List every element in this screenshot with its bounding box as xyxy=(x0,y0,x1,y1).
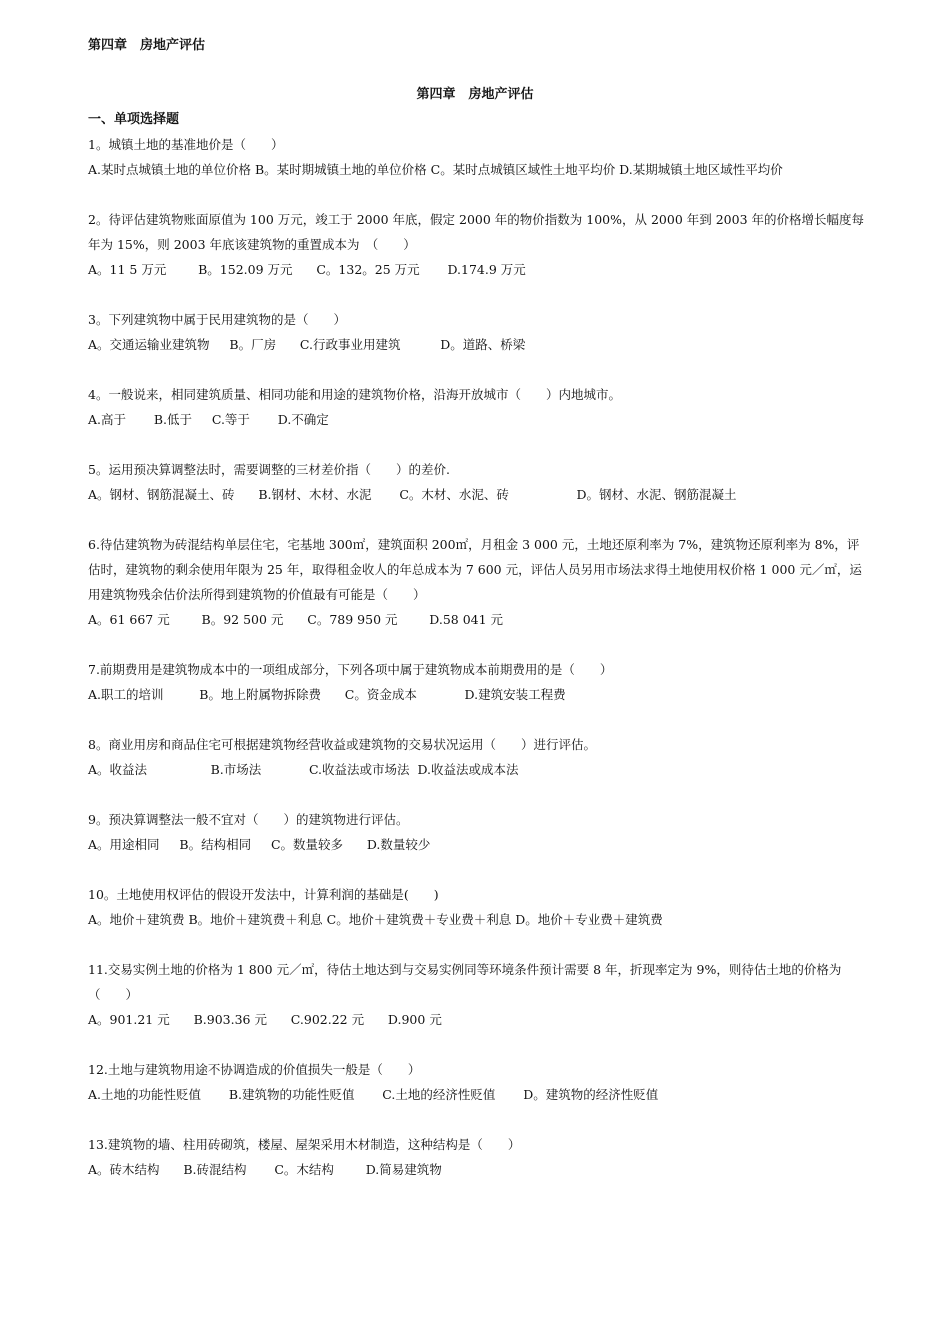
question-text: 9。预决算调整法一般不宜对（ ）的建筑物进行评估。 xyxy=(88,812,409,827)
question-item xyxy=(88,957,868,1032)
question-text: 10。土地使用权评估的假设开发法中，计算利润的基础是( ) xyxy=(88,887,439,902)
question-item xyxy=(88,1132,868,1182)
question-text: 2。待评估建筑物账面原值为 100 万元，竣工于 2000 年底，假定 2000 年的物价指数为 100%，从 2000 年到 2003 年的价格增长幅度每年为 15%，则 2003 年底该建筑物的重置成本为 （ ） xyxy=(88,212,865,252)
question-text: 5。运用预决算调整法时，需要调整的三材差价指（ ）的差价. xyxy=(88,462,450,477)
chapter-title: 第四章 房地产评估 xyxy=(416,87,534,102)
question-text: 13.建筑物的墙、柱用砖砌筑，楼屋、屋架采用木材制造，这种结构是（ ） xyxy=(88,1137,521,1152)
question-options: A。地价＋建筑费 B。地价＋建筑费＋利息 C。地价＋建筑费＋专业费＋利息 D。地价＋专业费＋建筑费 xyxy=(88,912,663,927)
question-text: 1。城镇土地的基准地价是（ ） xyxy=(88,137,284,152)
question-item xyxy=(88,732,868,782)
question-options: A。钢材、钢筋混凝土、砖 B.钢材、木材、水泥 C。木材、水泥、砖 D。钢材、水泥、钢筋混凝土 xyxy=(88,487,737,502)
question-item xyxy=(88,457,868,507)
question-item xyxy=(88,807,868,857)
question-list xyxy=(88,132,868,1207)
question-text: 7.前期费用是建筑物成本中的一项组成部分，下列各项中属于建筑物成本前期费用的是（ ） xyxy=(88,662,613,677)
question-text: 4。一般说来，相同建筑质量、相同功能和用途的建筑物价格，沿海开放城市（ ）内地城市。 xyxy=(88,387,621,402)
question-options: A。61 667 元 B。92 500 元 C。789 950 元 D.58 041 元 xyxy=(88,612,504,627)
question-item xyxy=(88,1057,868,1107)
question-item xyxy=(88,307,868,357)
question-item xyxy=(88,207,868,282)
question-options: A.某时点城镇土地的单位价格 B。某时期城镇土地的单位价格 C。某时点城镇区域性土地平均价 D.某期城镇土地区域性平均价 xyxy=(88,162,783,177)
question-text: 12.土地与建筑物用途不协调造成的价值损失一般是（ ） xyxy=(88,1062,421,1077)
question-options: A。用途相同 B。结构相同 C。数量较多 D.数量较少 xyxy=(88,837,431,852)
question-text: 8。商业用房和商品住宅可根据建筑物经营收益或建筑物的交易状况运用（ ）进行评估。 xyxy=(88,737,596,752)
question-options: A.高于 B.低于 C.等于 D.不确定 xyxy=(88,412,329,427)
question-options: A.土地的功能性贬值 B.建筑物的功能性贬值 C.土地的经济性贬值 D。建筑物的经济性贬值 xyxy=(88,1087,659,1102)
running-header: 第四章 房地产评估 xyxy=(88,38,206,53)
question-text: 3。下列建筑物中属于民用建筑物的是（ ） xyxy=(88,312,346,327)
section-heading: 一、单项选择题 xyxy=(88,112,180,127)
question-options: A。交通运输业建筑物 B。厂房 C.行政事业用建筑 D。道路、桥梁 xyxy=(88,337,526,352)
question-options: A。砖木结构 B.砖混结构 C。木结构 D.简易建筑物 xyxy=(88,1162,442,1177)
question-item xyxy=(88,532,868,632)
question-item xyxy=(88,382,868,432)
question-item xyxy=(88,882,868,932)
question-text: 11.交易实例土地的价格为 1 800 元／㎡，待估土地达到与交易实例同等环境条件预计需要 8 年，折现率定为 9%，则待估土地的价格为（ ） xyxy=(88,962,842,1002)
question-options: A.职工的培训 B。地上附属物拆除费 C。资金成本 D.建筑安装工程费 xyxy=(88,687,566,702)
question-item xyxy=(88,132,868,182)
question-text: 6.待估建筑物为砖混结构单层住宅，宅基地 300㎡，建筑面积 200㎡，月租金 3 000 元，土地还原利率为 7%，建筑物还原利率为 8%，评估时，建筑物的剩余使用年限为 25 年，取得租金收人的年总成本为 7 600 元，评估人员另用市场法求得土地使用权价格 1 000 元／㎡，运用建筑物残余估价法所得到建筑物的价值最有可能是（ ） xyxy=(88,537,862,602)
question-item xyxy=(88,657,868,707)
question-options: A。收益法 B.市场法 C.收益法或市场法 D.收益法或成本法 xyxy=(88,762,519,777)
question-options: A。11 5 万元 B。152.09 万元 C。132。25 万元 D.174.9 万元 xyxy=(88,262,526,277)
question-options: A。901.21 元 B.903.36 元 C.902.22 元 D.900 元 xyxy=(88,1012,442,1027)
